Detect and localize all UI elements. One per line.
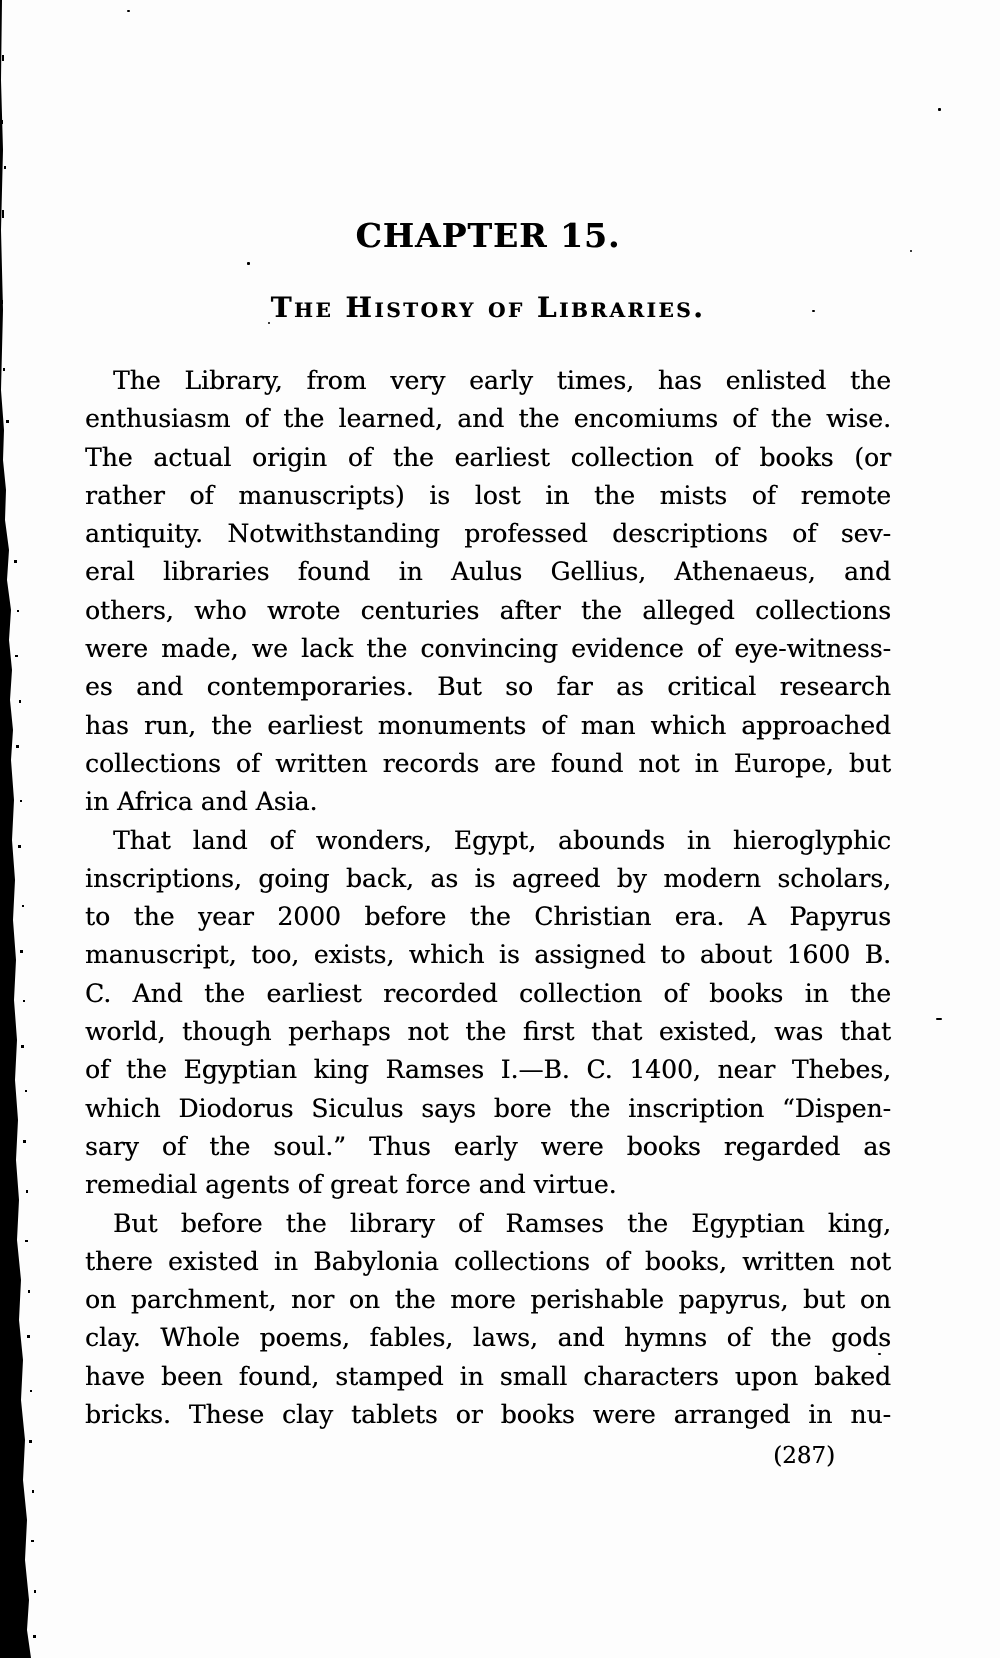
text-line: on parchment, nor on the more perishable papyrus, but on: [85, 1285, 891, 1315]
text-line: were made, we lack the convincing evidence of eye-witness-: [85, 634, 891, 664]
scan-speck: [247, 262, 250, 265]
text-line: has run, the earliest monuments of man which approached: [85, 710, 891, 740]
text-line: The actual origin of the earliest collection of books (or: [85, 442, 891, 472]
text-line: The Library, from very early times, has enlisted the: [113, 366, 891, 395]
text-line: manuscript, too, exists, which is assigned to about 1600 B.: [85, 940, 891, 970]
text-line: clay. Whole poems, fables, laws, and hymns of the gods: [85, 1323, 891, 1353]
text-line: bricks. These clay tablets or books were arranged in nu-: [85, 1400, 891, 1430]
section-heading: The History of Libraries.: [270, 291, 706, 324]
chapter-heading: CHAPTER 15.: [355, 216, 621, 255]
text-line: world, though perhaps not the first that existed, was that: [85, 1017, 891, 1047]
paragraph: [85, 362, 891, 822]
text-line: That land of wonders, Egypt, abounds in hieroglyphic: [113, 825, 891, 855]
text-line: C. And the earliest recorded collection of books in the: [85, 978, 891, 1008]
text-line: remedial agents of great force and virtue.: [85, 1170, 617, 1200]
text-line: antiquity. Notwithstanding professed descriptions of sev-: [85, 519, 891, 549]
scan-gutter-artifact: [0, 0, 50, 1658]
text-line: inscriptions, going back, as is agreed by modern scholars,: [85, 863, 891, 893]
page-body: [85, 362, 891, 1434]
text-line: rather of manuscripts) is lost in the mists of remote: [85, 480, 891, 510]
scan-speck: [938, 108, 941, 111]
text-line: have been found, stamped in small characters upon baked: [85, 1361, 891, 1391]
text-line: which Diodorus Siculus says bore the inscription “Dispen-: [85, 1093, 891, 1123]
paragraph: [85, 1205, 891, 1435]
text-line: there existed in Babylonia collections of books, written not: [85, 1246, 891, 1276]
text-line: es and contemporaries. But so far as critical research: [85, 672, 891, 702]
text-line: to the year 2000 before the Christian era. A Papyrus: [85, 902, 891, 932]
text-line: enthusiasm of the learned, and the encomiums of the wise.: [85, 404, 891, 434]
page-number: (287): [773, 1443, 835, 1469]
paragraph: [85, 822, 891, 1205]
text-line: eral libraries found in Aulus Gellius, Athenaeus, and: [85, 557, 891, 587]
text-line: of the Egyptian king Ramses I.—B. C. 1400, near Thebes,: [85, 1055, 891, 1085]
scan-speck: [127, 10, 130, 12]
text-line: sary of the soul.” Thus early were books regarded as: [85, 1131, 891, 1161]
text-line: in Africa and Asia.: [85, 787, 318, 817]
scan-speck: [936, 1018, 942, 1020]
text-line: collections of written records are found not in Europe, but: [85, 748, 891, 778]
text-line: others, who wrote centuries after the alleged collections: [85, 595, 891, 625]
scan-speck: [910, 250, 912, 252]
text-line: But before the library of Ramses the Egyptian king,: [113, 1208, 891, 1238]
